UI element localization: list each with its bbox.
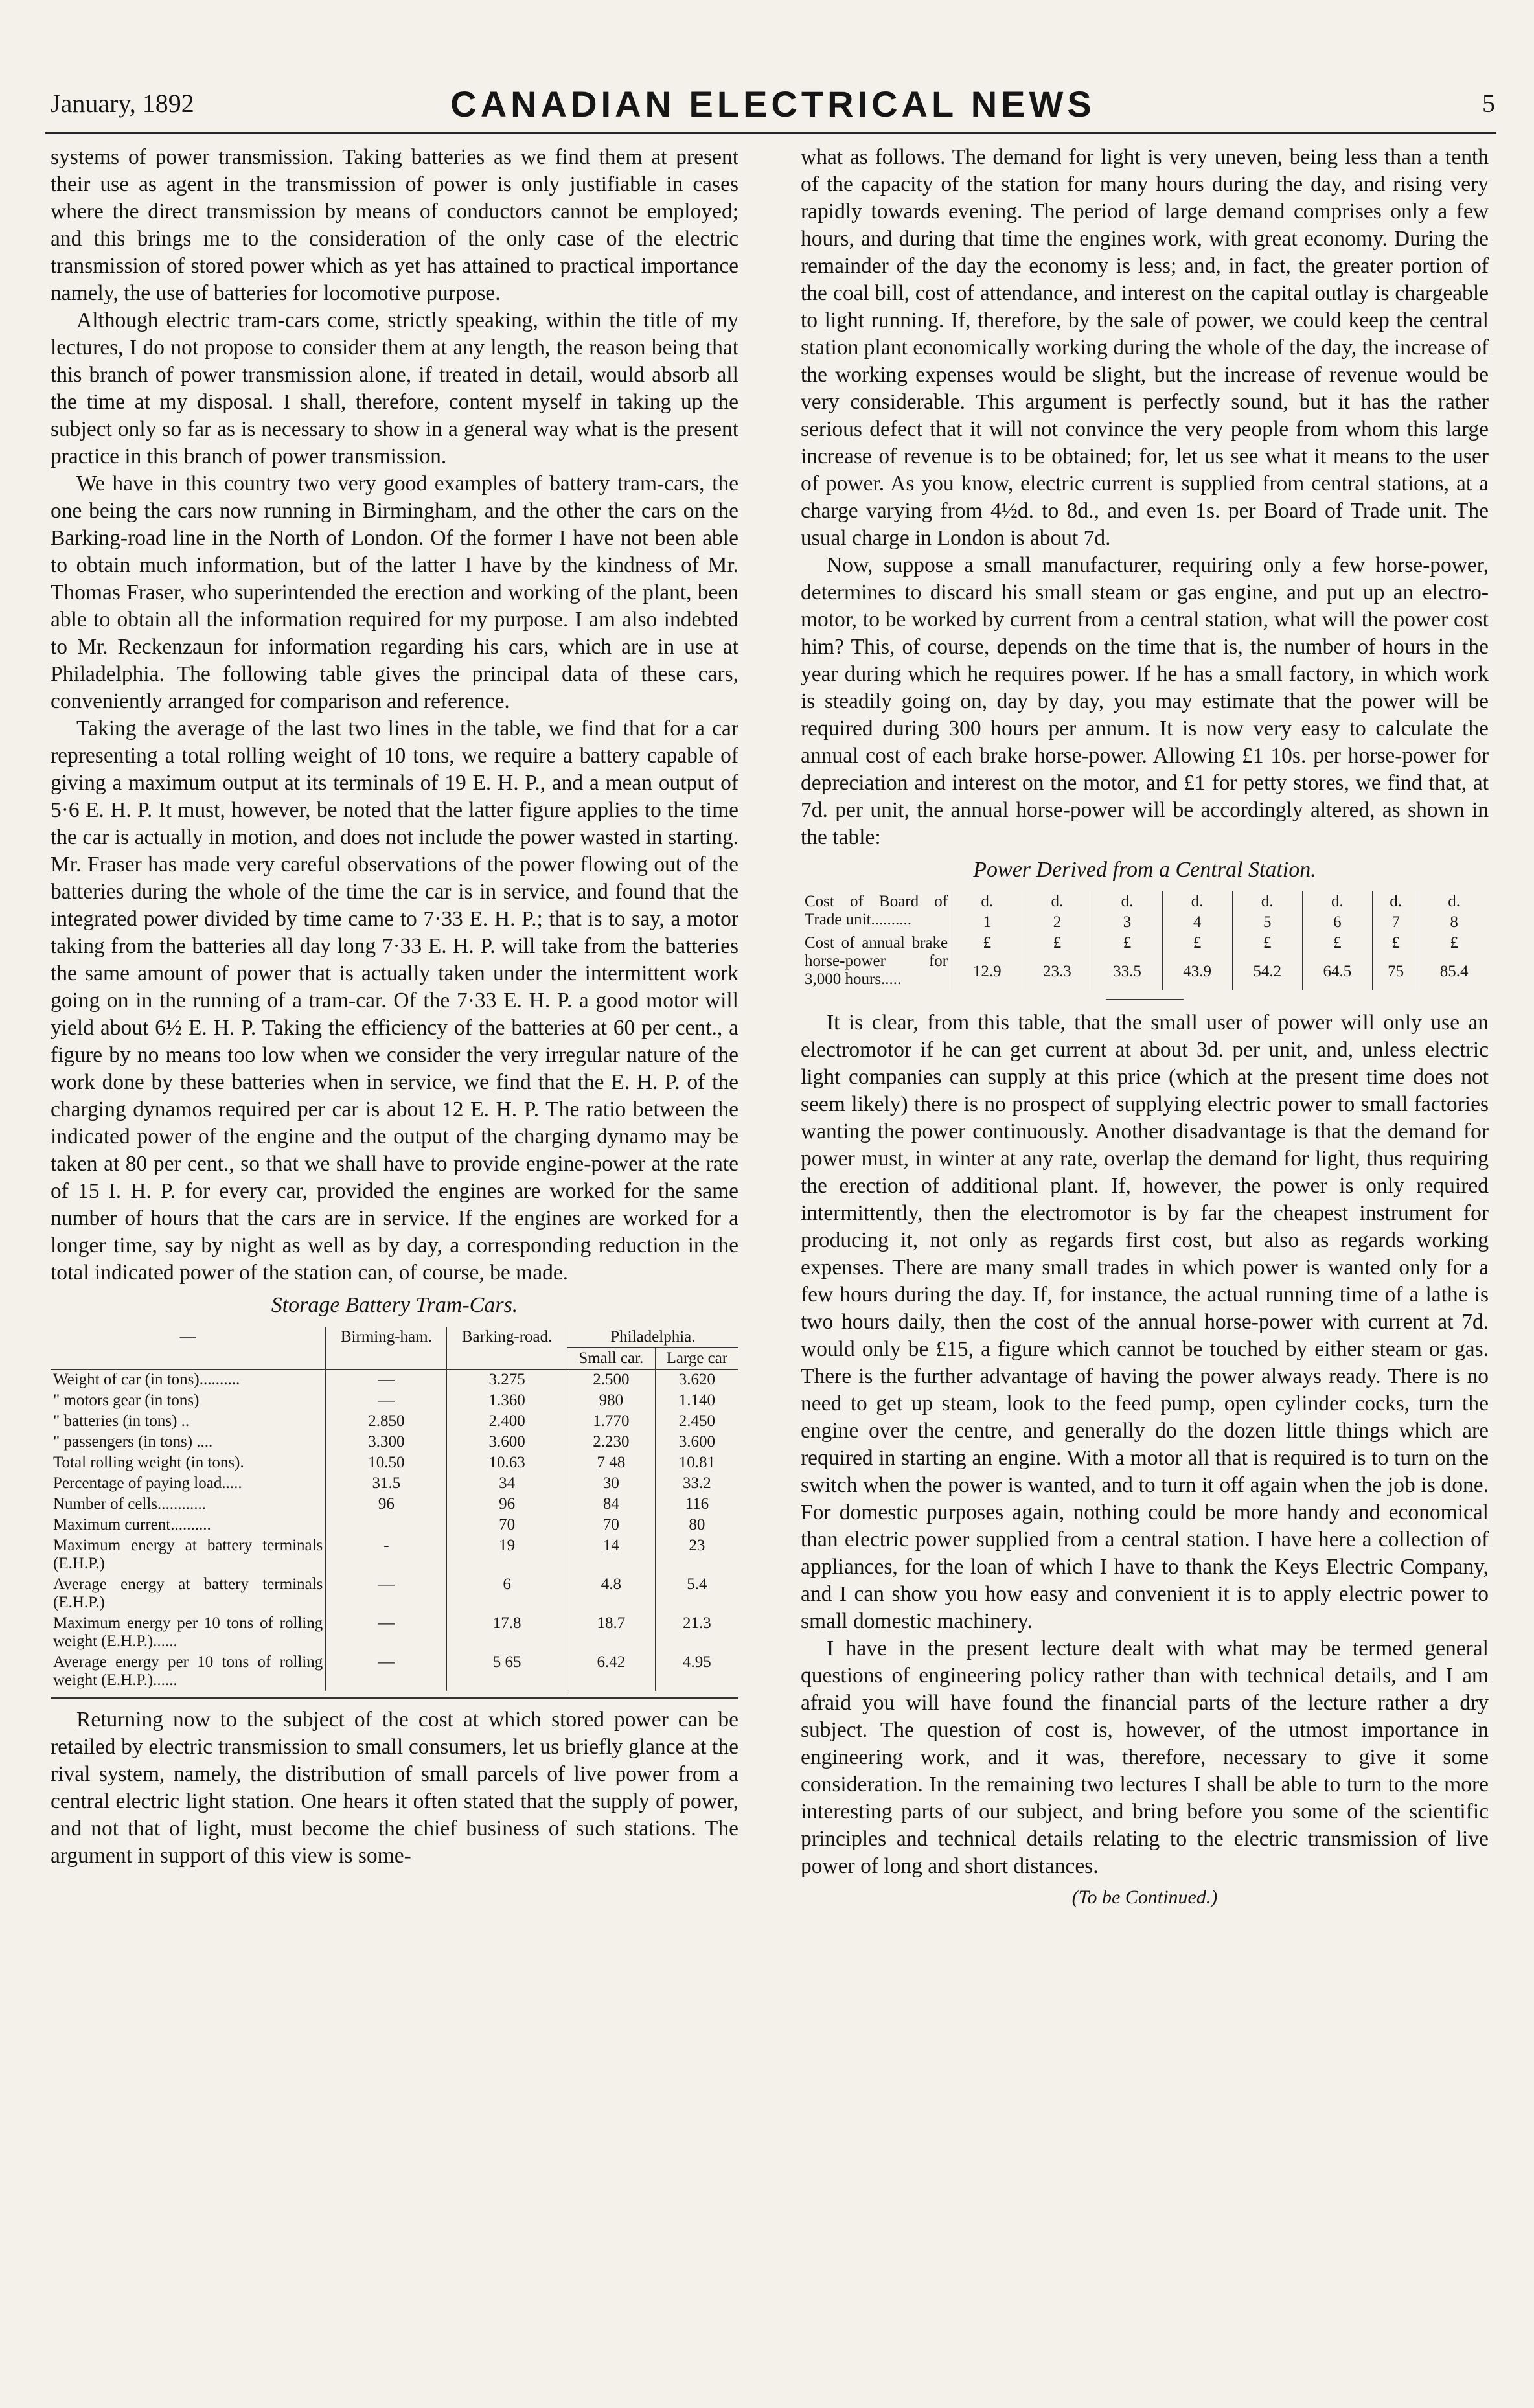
paragraph: Taking the average of the last two lines in the table, we find that for a car representing a total rolling weight of 10 tons, we require a battery capable of giving a maximum output at its terminals of 19 E. H. P., and a mean output of 5·6 E. H. P. It must, however, be noted that the latter figure applies to the time the car is actually in motion, and does not include the power wasted in starting. Mr. Fraser has made very careful observations of the power flowing out of the batteries during the whole of the time the car is in service, and found that the integrated power divided by time came to 7·33 E. H. P.; that is to say, a motor taking from the batteries all day long 7·33 E. H. P. will take from the batteries the same amount of power that is actually taken under the intermittent work going on in the running of a tram-car. Of the 7·33 E. H. P. a good motor will yield about 6½ E. H. P. Taking the efficiency of the batteries at 60 per cent., a figure by no means too low when we consider the very irregular nature of the work done by these batteries when in service, we find that the E. H. P. of the charging dynamos required per car is about 12 E. H. P. The ratio between the indicated power of the engine and the output of the charging dynamo may be taken at 80 per cent., so that we shall have to provide engine-power at the rate of 15 I. H. P. for every car, provided the engines are worked for the same number of hours that the cars are in service. If the engines are worked for a longer time, say by night as well as by day, a corresponding reduction in the total indicated power of the station can, of course, be made. [51,717,738,1285]
cell: 3.620 [655,1370,738,1391]
cell: 2.400 [447,1411,567,1432]
cell: 23.3 [1022,961,1092,990]
table-row [51,1574,738,1613]
table-row [51,1432,738,1452]
cell: 17.8 [447,1613,567,1652]
unit: £ [1022,933,1092,961]
cell: 1.770 [567,1411,655,1432]
paragraph: Although electric tram-cars come, strictly speaking, within the title of my lectures, I do not propose to consider them at any length, the reason being that this branch of power transmission alone, if treated in detail, would absorb all the time at my disposal. I shall, therefore, content myself in taking up the subject only so far as is necessary to show in a general way what is the present practice in this branch of power transmission. [51,308,738,468]
left-column [51,144,738,1870]
cell: — [326,1574,447,1613]
col-barking: Barking-road. [447,1327,567,1370]
cell: 4.8 [567,1574,655,1613]
cell: 23 [655,1535,738,1574]
blank-header: — [51,1327,326,1370]
central-station-table [801,891,1489,990]
row-label: " passengers (in tons) .... [53,1433,213,1451]
cell: 980 [567,1390,655,1411]
cell: 30 [567,1473,655,1494]
cell: 64.5 [1302,961,1372,990]
row-label: Maximum energy per 10 tons of rolling weight (E.H.P.)...... [53,1614,323,1650]
row-label: " batteries (in tons) .. [53,1412,190,1430]
table-row [51,1411,738,1432]
cell: 96 [326,1494,447,1515]
unit: d. [1022,891,1092,912]
row-label: Number of cells............ [53,1495,207,1513]
paragraph: systems of power transmission. Taking batteries as we find them at present their use as agent in the transmission of power is only justifiable in cases where the direct transmission by means of conductors cannot be employed; and this brings me to the consideration of the only case of the electric transmission of stored power which as yet has attained to practical importance namely, the use of batteries for locomotive purpose. [51,145,738,305]
publication-title: CANADIAN ELECTRICAL NEWS [450,84,1095,124]
unit: d. [1372,891,1419,912]
cell: 2.450 [655,1411,738,1432]
unit: £ [952,933,1022,961]
cell: 43.9 [1162,961,1232,990]
table-row [51,1390,738,1411]
row-label: Percentage of paying load..... [53,1474,242,1492]
cell: 84 [567,1494,655,1515]
cell: 33.5 [1092,961,1162,990]
row-label: Cost of annual brake horse-power for 3,000 hours..... [805,934,948,988]
cell: 2 [1022,912,1092,933]
cell: 1.140 [655,1390,738,1411]
unit: £ [1302,933,1372,961]
cell: 10.50 [326,1452,447,1473]
cell: — [326,1370,447,1391]
unit: £ [1092,933,1162,961]
cell: — [326,1390,447,1411]
cell: 6 [447,1574,567,1613]
col-birmingham: Birming-ham. [326,1327,447,1370]
cell: 4.95 [655,1652,738,1691]
cell: 7 48 [567,1452,655,1473]
col-small-car: Small car. [567,1348,655,1370]
row-label: Weight of car (in tons).......... [53,1371,240,1388]
paragraph: what as follows. The demand for light is very uneven, being less than a tenth of the capacity of the station for many hours during the day, and rising very rapidly towards evening. The period of large demand comprises only a few hours, and during that time the engines work, with great economy. During the remainder of the day the economy is less; and, in fact, the greater portion of the coal bill, cost of attendance, and interest on the capital outlay is chargeable to light running. If, therefore, by the sale of power, we could keep the central station plant economically working during the whole of the day, the increase of the working expenses would be slight, but the increase of revenue would be very considerable. This argument is perfectly sound, but it has the rather serious defect that it will not convince the very people from whom this large increase of revenue is to be obtained; for, let us see what it means to the user of power. As you know, electric current is supplied from central stations, at a charge varying from 4½d. to 8d., and even 1s. per Board of Trade unit. The usual charge in London is about 7d. [801,145,1489,550]
cell [326,1515,447,1535]
cell: 6 [1302,912,1372,933]
row-label: Maximum energy at battery terminals (E.H.P.) [53,1537,323,1572]
cell: 2.230 [567,1432,655,1452]
cell: 8 [1419,912,1489,933]
section-rule [1106,999,1184,1000]
cell: 5 65 [447,1652,567,1691]
cell: 3.600 [655,1432,738,1452]
cell: 5 [1232,912,1302,933]
cell: 34 [447,1473,567,1494]
unit: d. [1302,891,1372,912]
row-label: Average energy per 10 tons of rolling weight (E.H.P.)...... [53,1653,323,1689]
header-rule [45,132,1496,134]
to-be-continued: (To be Continued.) [1071,1886,1218,1908]
cell: 5.4 [655,1574,738,1613]
table-caption: Power Derived from a Central Station. [973,858,1316,882]
unit: £ [1232,933,1302,961]
table-caption: Storage Battery Tram-Cars. [271,1293,518,1317]
unit: d. [1419,891,1489,912]
row-label: Cost of Board of Trade unit.......... [805,893,948,928]
table-row [801,891,1489,912]
table-row [51,1473,738,1494]
cell: 2.850 [326,1411,447,1432]
table-row [51,1652,738,1691]
paragraph: I have in the present lecture dealt with what may be termed general questions of engineering policy rather than with technical details, and I am afraid you will have found the financial parts of the lecture rather a dry subject. The question of cost is, however, of the utmost importance in engineering work, and it was, therefore, necessary to give it some consideration. In the remaining two lectures I shall be able to turn to the more interesting parts of our subject, and bring before you some of the scientific principles and technical details relating to the electric transmission of live power of long and short distances. [801,1636,1489,1878]
cell: 1 [952,912,1022,933]
cell: 33.2 [655,1473,738,1494]
cell: 3 [1092,912,1162,933]
cell: 3.600 [447,1432,567,1452]
row-label: " motors gear (in tons) [53,1392,200,1409]
cell: - [326,1535,447,1574]
cell: 18.7 [567,1613,655,1652]
cell: 31.5 [326,1473,447,1494]
cell: 116 [655,1494,738,1515]
unit: £ [1372,933,1419,961]
row-label: Maximum current.......... [53,1516,211,1533]
cell: 85.4 [1419,961,1489,990]
right-column [801,144,1489,1911]
paragraph: It is clear, from this table, that the small user of power will only use an electromotor if he can get current at about 3d. per unit, and, unless electric light companies can supply at this price (which at the present time does not seem likely) there is no prospect of supplying electric power to small factories wanting the power continuously. Another disadvantage is that the demand for power must, in winter at any rate, overlap the demand for light, thus requiring the erection of additional plant. If, however, the power is only required intermittently, then the electromotor is by far the cheapest instrument for producing it, not only as regards first cost, but also as regards working expenses. There are many small trades in which power is wanted only for a few hours during the day. If, for instance, the actual running time of a lathe is two hours daily, then the cost of the annual horse-power with current at 7d. would only be £15, a figure which cannot be touched by either steam or gas. There is the further advantage of having the power always ready. There is no need to get up steam, look to the feed pump, open cylinder cocks, turn the engine over the centre, and generally do the dozen little things which are required in starting an engine. With a motor all that is required is to turn on the switch when the power is wanted, and to turn it off again when the job is done. For domestic purposes again, nothing could be more handy and economical than electric power supplied from a central station. I have here a collection of appliances, for the loan of which I have to thank the Keys Electric Company, and I can show you how easy and convenient it is to apply electric power to small domestic machinery. [801,1011,1489,1633]
cell: 19 [447,1535,567,1574]
table-row [51,1613,738,1652]
battery-tram-table [51,1327,738,1691]
cell: 1.360 [447,1390,567,1411]
cell: 12.9 [952,961,1022,990]
page-header [51,83,1495,128]
unit: d. [1232,891,1302,912]
table-row [801,933,1489,961]
cell: 2.500 [567,1370,655,1391]
cell: 70 [447,1515,567,1535]
cell: — [326,1613,447,1652]
unit: d. [1092,891,1162,912]
table-row [51,1370,738,1391]
cell: 80 [655,1515,738,1535]
unit: £ [1419,933,1489,961]
paragraph: Now, suppose a small manufacturer, requiring only a few horse-power, determines to discard his small steam or gas engine, and put up an electro-motor, to be worked by current from a central station, what will the power cost him? This, of course, depends on the time that is, the number of hours in the year during which he requires power. If he has a small factory, in which work is steadily going on, day by day, you may estimate that the power will be required during 300 hours per annum. It is now very easy to calculate the annual cost of each brake horse-power. Allowing £1 10s. per horse-power for depreciation and interest on the motor, and £1 for petty stores, we find that, at 7d. per unit, the annual horse-power will be accordingly altered, as shown in the table: [801,553,1489,849]
cell: 7 [1372,912,1419,933]
table-row [51,1494,738,1515]
cell: 10.63 [447,1452,567,1473]
cell: 75 [1372,961,1419,990]
cell: 70 [567,1515,655,1535]
unit: d. [952,891,1022,912]
issue-date: January, 1892 [51,89,194,118]
paragraph: We have in this country two very good examples of battery tram-cars, the one being the cars now running in Birmingham, and the other the cars on the Barking-road line in the North of London. Of the former I have not been able to obtain much information, but of the latter I have by the kindness of Mr. Thomas Fraser, who superintended the erection and working of the plant, been able to obtain all the information required for my purpose. I am also indebted to Mr. Reckenzaun for information regarding his cars, which are in use at Philadelphia. The following table gives the principal data of these cars, conveniently arranged for comparison and reference. [51,472,738,713]
table-row [51,1535,738,1574]
cell: 14 [567,1535,655,1574]
cell: 6.42 [567,1652,655,1691]
row-label: Total rolling weight (in tons). [53,1454,244,1471]
row-label: Average energy at battery terminals (E.H.P.) [53,1576,323,1611]
unit: £ [1162,933,1232,961]
table-bottom-rule [51,1697,738,1699]
cell: 10.81 [655,1452,738,1473]
col-large-car: Large car [655,1348,738,1370]
cell: 21.3 [655,1613,738,1652]
cell: 54.2 [1232,961,1302,990]
cell: 3.275 [447,1370,567,1391]
table-row [51,1452,738,1473]
paragraph: Returning now to the subject of the cost at which stored power can be retailed by electric transmission to small consumers, let us briefly glance at the rival system, namely, the distribution of small parcels of live power from a central electric light station. One hears it often stated that the supply of power, and not that of light, must become the chief business of such stations. The argument in support of this view is some- [51,1708,738,1868]
cell: 3.300 [326,1432,447,1452]
unit: d. [1162,891,1232,912]
cell: 96 [447,1494,567,1515]
page-number: 5 [1482,89,1495,118]
cell: — [326,1652,447,1691]
cell: 4 [1162,912,1232,933]
table-row [51,1515,738,1535]
col-philadelphia: Philadelphia. [567,1327,738,1348]
